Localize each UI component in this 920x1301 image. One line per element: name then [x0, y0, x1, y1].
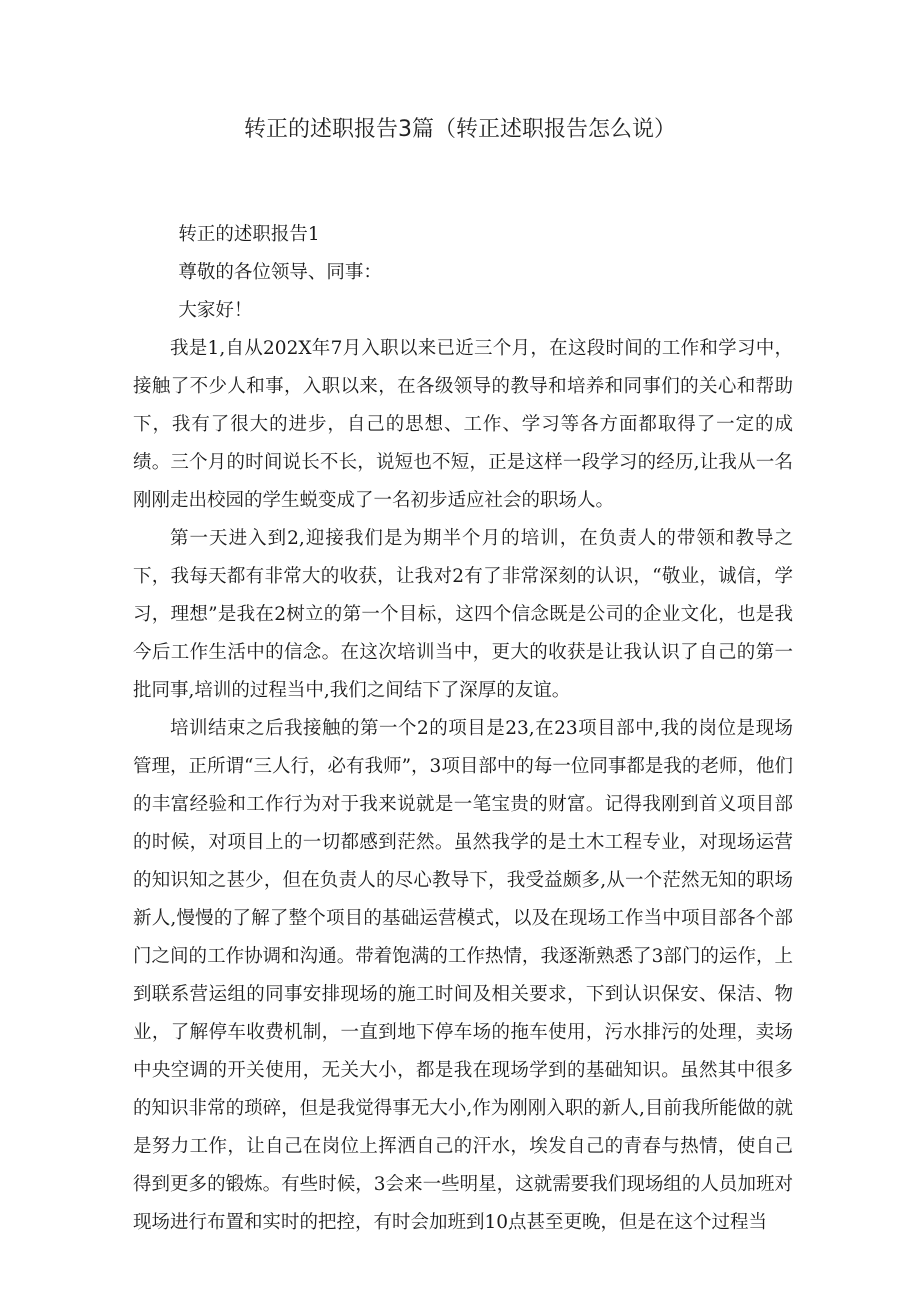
body-paragraph-3: 培训结束之后我接触的第一个2的项目是23,在23项目部中,我的岗位是现场管理，正所谓“三人行，必有我师”，3项目部中的每一位同事都是我的老师，他们的丰富经验和工作行为对于我来说就是一笔宝贵的财富。记得我刚到首义项目部的时候，对项目上的一切都感到茫然。虽然我学的是土木工程专业，对现场运营的知识知之甚少，但在负责人的尽心教导下，我受益颇多,从一个茫然无知的职场新人,慢慢的了解了整个项目的基础运营模式，以及在现场工作当中项目部各个部门之间的工作协调和沟通。带着饱满的工作热情，我逐渐熟悉了3部门的运作，上到联系营运组的同事安排现场的施工时间及相关要求，下到认识保安、保洁、物业，了解停车收费机制，一直到地下停车场的拖车使用，污水排污的处理，卖场中央空调的开关使用，无关大小，都是我在现场学到的基础知识。虽然其中很多的知识非常的琐碎，但是我觉得事无大小,作为刚刚入职的新人,目前我所能做的就是努力工作，让自己在岗位上挥洒自己的汗水，埃发自己的青春与热情，使自己得到更多的锻炼。有些时候，3会来一些明星，这就需要我们现场组的人员加班对现场进行布置和实时的把控，有时会加班到10点甚至更晚，但是在这个过程当: [133, 718, 793, 1233]
salutation: 尊敬的各位领导、同事：: [178, 262, 382, 283]
section-heading: 转正的述职报告1: [178, 224, 320, 245]
body-paragraph-2: 第一天进入到2,迎接我们是为期半个月的培训，在负责人的带领和教导之下，我每天都有非常大的收获，让我对2有了非常深刻的认识，“敬业，诚信，学习，理想”是我在2树立的第一个目标，这四个信念既是公司的企业文化，也是我今后工作生活中的信念。在这次培训当中，更大的收获是让我认识了自己的第一批同事,培训的过程当中,我们之间结下了深厚的友谊。: [133, 528, 793, 701]
document-title: 转正的述职报告3篇（转正述职报告怎么说）: [244, 117, 676, 142]
body-paragraph-1: 我是1,自从202X年7月入职以来已近三个月，在这段时间的工作和学习中，接触了不少人和事，入职以来，在各级领导的教导和培养和同事们的关心和帮助下，我有了很大的进步，自己的思想、工作、学习等各方面都取得了一定的成绩。三个月的时间说长不长，说短也不短，正是这样一段学习的经历,让我从一名刚刚走出校园的学生蜕变成了一名初步适应社会的职场人。: [133, 338, 793, 511]
greeting: 大家好！: [178, 300, 253, 321]
document-body: [133, 216, 793, 1242]
